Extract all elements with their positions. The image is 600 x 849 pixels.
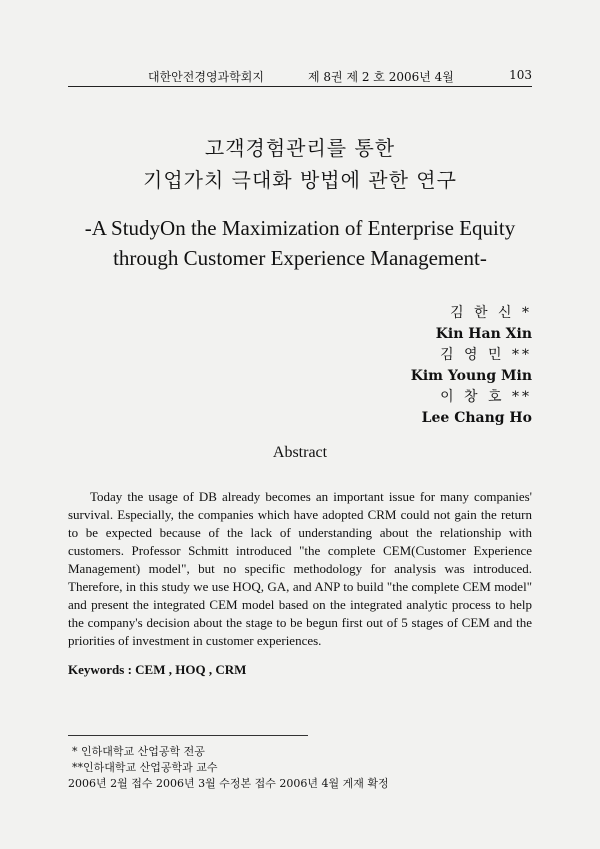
running-header — [68, 64, 532, 87]
title-english-line1: -A StudyOn the Maximization of Enterprise Equity — [84, 216, 516, 240]
footnote-2: **인하대학교 산업공학과 교수 — [72, 761, 218, 774]
abstract-heading: Abstract — [272, 444, 328, 461]
footnotes — [68, 744, 389, 792]
author-3-english: Lee Chang Ho — [421, 410, 532, 426]
footnote-1: * 인하대학교 산업공학 전공 — [72, 745, 205, 758]
author-2-english: Kim Young Min — [410, 368, 532, 384]
abstract-body: Today the usage of DB already becomes an important issue for many companies' survival. Especially, the companies which have adopted CRM could not gain the return to be expected because of the lack of understanding about the relationship with customers. Professor Schmitt introduced "the complete CEM(Customer Experience Management) model", but no specific methodology for analysis was introduced. Therefore, in this study we use HOQ, GA, and ANP to build "the complete CEM model" and present the integrated CEM model based on the integrated analytic process to help the company's decision about the stage to be begun first out of 5 stages of CEM and the priorities of investment in customer experiences. — [68, 489, 532, 648]
footnote-divider — [68, 735, 308, 736]
title-english — [0, 213, 600, 273]
title-korean-line1: 고객경험관리를 통한 — [204, 136, 396, 160]
title-english-line2: through Customer Experience Management- — [113, 246, 487, 270]
author-3-korean: 이 창 호 ** — [440, 389, 532, 405]
footnote-3: 2006년 2월 접수 2006년 3월 수정본 접수 2006년 4월 게재 확정 — [68, 777, 389, 790]
author-list — [411, 303, 532, 429]
author-1-english: Kin Han Xin — [435, 326, 532, 342]
page-number: 103 — [509, 68, 532, 82]
author-1-korean: 김 한 신 * — [450, 305, 532, 321]
journal-name: 대한안전경영과학회지 — [148, 70, 264, 84]
author-2-korean: 김 영 민 ** — [440, 347, 532, 363]
title-korean-line2: 기업가치 극대화 방법에 관한 연구 — [143, 168, 457, 192]
title-korean — [0, 132, 600, 196]
issue-info: 제 8권 제 2 호 2006년 4월 — [308, 70, 454, 84]
keywords: Keywords : CEM , HOQ , CRM — [68, 662, 247, 677]
